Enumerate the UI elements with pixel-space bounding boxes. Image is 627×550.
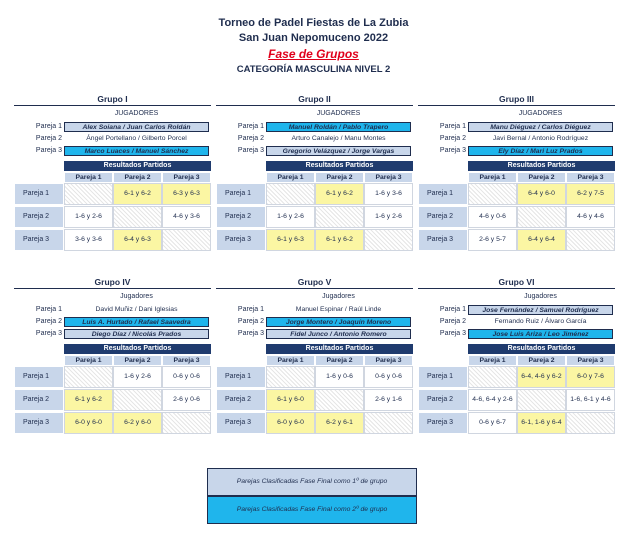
pair-row — [14, 329, 211, 339]
pair-label: Pareja 2 — [237, 318, 264, 325]
results-col-header: Pareja 3 — [162, 172, 211, 183]
pair-row — [216, 122, 413, 132]
results-cell: 6-1 y 6-2 — [64, 389, 113, 411]
group-divider — [418, 288, 615, 289]
pair-row — [216, 317, 413, 327]
results-cell: 6-1, 1-6 y 6-4 — [517, 412, 566, 434]
results-cell: 6-1 y 6-3 — [266, 229, 315, 251]
pair-label: Pareja 1 — [439, 306, 466, 313]
results-col-header: Pareja 3 — [364, 355, 413, 366]
results-cell-self — [468, 366, 517, 388]
results-header: Resultados Partidos — [266, 344, 413, 354]
group-4 — [14, 277, 211, 447]
pair-names: Marco Luaces / Manuel Sánchez — [64, 146, 209, 156]
results-col-header: Pareja 1 — [64, 172, 113, 183]
group-title: Grupo V — [297, 277, 332, 287]
pair-row — [216, 305, 413, 315]
results-row-label: Pareja 2 — [14, 206, 64, 228]
results-row-label: Pareja 3 — [14, 412, 64, 434]
category-title: CATEGORÍA MASCULINA NIVEL 2 — [236, 64, 391, 75]
results-cell: 0-6 y 0-6 — [364, 366, 413, 388]
results-cell: 0-6 y 6-7 — [468, 412, 517, 434]
pair-names: Gregorio Velázquez / Jorge Vargas — [266, 146, 411, 156]
pair-label: Pareja 1 — [35, 306, 62, 313]
tournament-title: Torneo de Padel Fiestas de La Zubia — [218, 17, 409, 29]
group-2 — [216, 94, 413, 264]
results-cell: 1-6, 6-1 y 4-6 — [566, 389, 615, 411]
pair-row — [14, 317, 211, 327]
pair-names: Ángel Portellano / Gilberto Porcel — [86, 135, 187, 142]
results-cell: 6-2 y 6-0 — [113, 412, 162, 434]
group-divider — [14, 288, 211, 289]
pair-label: Pareja 1 — [35, 123, 62, 130]
results-cell: 1-6 y 2-6 — [113, 366, 162, 388]
results-cell-self — [266, 366, 315, 388]
results-cell: 1-6 y 3-6 — [364, 183, 413, 205]
results-col-header: Pareja 3 — [162, 355, 211, 366]
results-cell-self — [566, 412, 615, 434]
pair-names: Javi Bernal / Antonio Rodríguez — [492, 135, 589, 142]
results-col-header: Pareja 2 — [315, 355, 364, 366]
results-row-label: Pareja 1 — [418, 366, 468, 388]
pair-row — [418, 122, 615, 132]
results-header: Resultados Partidos — [468, 161, 615, 171]
pair-names: Jorge Montero / Joaquín Moreno — [266, 317, 411, 327]
results-header: Resultados Partidos — [64, 344, 211, 354]
results-cell: 2-6 y 5-7 — [468, 229, 517, 251]
results-cell: 4-6, 6-4 y 2-6 — [468, 389, 517, 411]
results-cell: 1-6 y 2-6 — [266, 206, 315, 228]
group-title: Grupo IV — [94, 277, 131, 287]
pair-label: Pareja 3 — [237, 147, 264, 154]
pair-names: Diego Díaz / Nicolás Prados — [64, 329, 209, 339]
pair-row — [14, 305, 211, 315]
pair-names: Jose Luis Ariza / Leo Jiménez — [468, 329, 613, 339]
results-row-label: Pareja 1 — [14, 366, 64, 388]
pair-label: Pareja 2 — [439, 135, 466, 142]
players-label: Jugadores — [322, 293, 355, 300]
group-title: Grupo VI — [498, 277, 535, 287]
pair-names: Jose Fernández / Samuel Rodríguez — [468, 305, 613, 315]
results-header: Resultados Partidos — [266, 161, 413, 171]
pair-row — [418, 134, 615, 144]
results-row-label: Pareja 1 — [418, 183, 468, 205]
pair-row — [418, 305, 615, 315]
results-cell: 6-4 y 6-0 — [517, 183, 566, 205]
phase-title: Fase de Grupos — [268, 47, 359, 61]
group-title: Grupo I — [97, 94, 128, 104]
pair-label: Pareja 1 — [237, 306, 264, 313]
group-divider — [216, 288, 413, 289]
results-row-label: Pareja 2 — [418, 206, 468, 228]
results-header: Resultados Partidos — [64, 161, 211, 171]
players-label: Jugadores — [524, 293, 557, 300]
pair-label: Pareja 3 — [35, 330, 62, 337]
results-cell: 1-6 y 2-6 — [64, 206, 113, 228]
results-cell: 1-6 y 0-6 — [315, 366, 364, 388]
results-cell-self — [468, 183, 517, 205]
pair-names: Fernando Ruiz / Álvaro García — [494, 318, 587, 325]
results-cell-self — [315, 206, 364, 228]
pair-label: Pareja 1 — [237, 123, 264, 130]
results-cell-self — [364, 229, 413, 251]
results-cell-self — [517, 389, 566, 411]
results-cell-self — [517, 206, 566, 228]
group-title: Grupo II — [298, 94, 331, 104]
pair-label: Pareja 3 — [237, 330, 264, 337]
results-cell: 4-6 y 3-6 — [162, 206, 211, 228]
legend-second-place: Parejas Clasificadas Fase Final como 2º de grupo — [207, 496, 417, 524]
results-row-label: Pareja 3 — [216, 412, 266, 434]
pair-row — [418, 329, 615, 339]
tournament-subtitle: San Juan Nepomuceno 2022 — [238, 32, 389, 44]
results-col-header: Pareja 2 — [517, 355, 566, 366]
results-col-header: Pareja 1 — [64, 355, 113, 366]
results-row-label: Pareja 1 — [216, 183, 266, 205]
results-row-label: Pareja 3 — [418, 412, 468, 434]
results-cell: 6-4, 4-6 y 6-2 — [517, 366, 566, 388]
results-row-label: Pareja 2 — [216, 206, 266, 228]
pair-row — [216, 146, 413, 156]
pair-label: Pareja 3 — [439, 147, 466, 154]
pair-label: Pareja 2 — [237, 135, 264, 142]
results-col-header: Pareja 1 — [266, 172, 315, 183]
pair-row — [14, 122, 211, 132]
results-cell: 6-2 y 7-5 — [566, 183, 615, 205]
pair-names: Manu Diéguez / Carlos Diéguez — [468, 122, 613, 132]
pair-row — [14, 146, 211, 156]
pair-row — [216, 134, 413, 144]
players-label: Jugadores — [120, 293, 153, 300]
results-row-label: Pareja 1 — [216, 366, 266, 388]
pair-label: Pareja 1 — [439, 123, 466, 130]
results-row-label: Pareja 2 — [14, 389, 64, 411]
results-cell: 6-0 y 6-0 — [64, 412, 113, 434]
results-cell-self — [162, 229, 211, 251]
pair-names: David Muñiz / Dani Iglesias — [95, 306, 178, 313]
results-row-label: Pareja 2 — [216, 389, 266, 411]
results-header: Resultados Partidos — [468, 344, 615, 354]
group-6 — [418, 277, 615, 447]
pair-label: Pareja 3 — [35, 147, 62, 154]
pair-label: Pareja 3 — [439, 330, 466, 337]
group-divider — [418, 105, 615, 106]
results-cell-self — [113, 206, 162, 228]
results-cell-self — [64, 366, 113, 388]
pair-label: Pareja 2 — [439, 318, 466, 325]
results-cell-self — [566, 229, 615, 251]
results-cell: 4-6 y 4-6 — [566, 206, 615, 228]
results-col-header: Pareja 3 — [566, 172, 615, 183]
results-row-label: Pareja 3 — [14, 229, 64, 251]
results-row-label: Pareja 3 — [216, 229, 266, 251]
pair-names: Manuel Roldán / Pablo Trapero — [266, 122, 411, 132]
results-cell: 2-6 y 0-6 — [162, 389, 211, 411]
players-label: JUGADORES — [114, 110, 159, 117]
pair-names: Ely Díaz / Mari Luz Prados — [468, 146, 613, 156]
pair-row — [418, 146, 615, 156]
group-5 — [216, 277, 413, 447]
players-label: JUGADORES — [316, 110, 361, 117]
pair-row — [418, 317, 615, 327]
results-cell-self — [64, 183, 113, 205]
results-cell-self — [364, 412, 413, 434]
results-cell: 3-6 y 3-6 — [64, 229, 113, 251]
results-cell: 0-6 y 0-6 — [162, 366, 211, 388]
group-title: Grupo III — [499, 94, 534, 104]
group-divider — [14, 105, 211, 106]
results-cell: 6-1 y 6-2 — [315, 229, 364, 251]
results-row-label: Pareja 1 — [14, 183, 64, 205]
results-cell-self — [266, 183, 315, 205]
results-row-label: Pareja 2 — [418, 389, 468, 411]
pair-names: Manuel Espinar / Raúl Linde — [295, 306, 382, 313]
pair-label: Pareja 2 — [35, 318, 62, 325]
results-cell: 6-1 y 6-2 — [113, 183, 162, 205]
results-cell: 6-4 y 6-3 — [113, 229, 162, 251]
pair-names: Alex Soiana / Juan Carlos Roldán — [64, 122, 209, 132]
group-1 — [14, 94, 211, 264]
results-col-header: Pareja 1 — [468, 172, 517, 183]
group-divider — [216, 105, 413, 106]
results-cell: 6-1 y 6-0 — [266, 389, 315, 411]
results-cell: 6-3 y 6-3 — [162, 183, 211, 205]
results-row-label: Pareja 3 — [418, 229, 468, 251]
pair-label: Pareja 2 — [35, 135, 62, 142]
results-cell: 6-2 y 6-1 — [315, 412, 364, 434]
results-col-header: Pareja 2 — [113, 355, 162, 366]
results-cell-self — [113, 389, 162, 411]
pair-names: Fidel Junco / Antonio Romero — [266, 329, 411, 339]
results-cell: 6-4 y 6-4 — [517, 229, 566, 251]
results-col-header: Pareja 2 — [315, 172, 364, 183]
results-cell: 2-6 y 1-6 — [364, 389, 413, 411]
legend-first-place: Parejas Clasificadas Fase Final como 1º de grupo — [207, 468, 417, 496]
results-col-header: Pareja 3 — [364, 172, 413, 183]
pair-names: Luis A. Hurtado / Rafael Saavedra — [64, 317, 209, 327]
results-col-header: Pareja 1 — [468, 355, 517, 366]
results-cell-self — [162, 412, 211, 434]
results-cell: 1-6 y 2-6 — [364, 206, 413, 228]
results-cell: 4-6 y 0-6 — [468, 206, 517, 228]
results-col-header: Pareja 2 — [517, 172, 566, 183]
results-col-header: Pareja 3 — [566, 355, 615, 366]
results-cell: 6-1 y 6-2 — [315, 183, 364, 205]
group-3 — [418, 94, 615, 264]
results-cell: 6-0 y 7-6 — [566, 366, 615, 388]
players-label: JUGADORES — [518, 110, 563, 117]
results-col-header: Pareja 1 — [266, 355, 315, 366]
results-cell: 6-0 y 6-0 — [266, 412, 315, 434]
results-cell-self — [315, 389, 364, 411]
pair-names: Arturo Canalejo / Manu Montes — [291, 135, 386, 142]
results-col-header: Pareja 2 — [113, 172, 162, 183]
pair-row — [14, 134, 211, 144]
pair-row — [216, 329, 413, 339]
